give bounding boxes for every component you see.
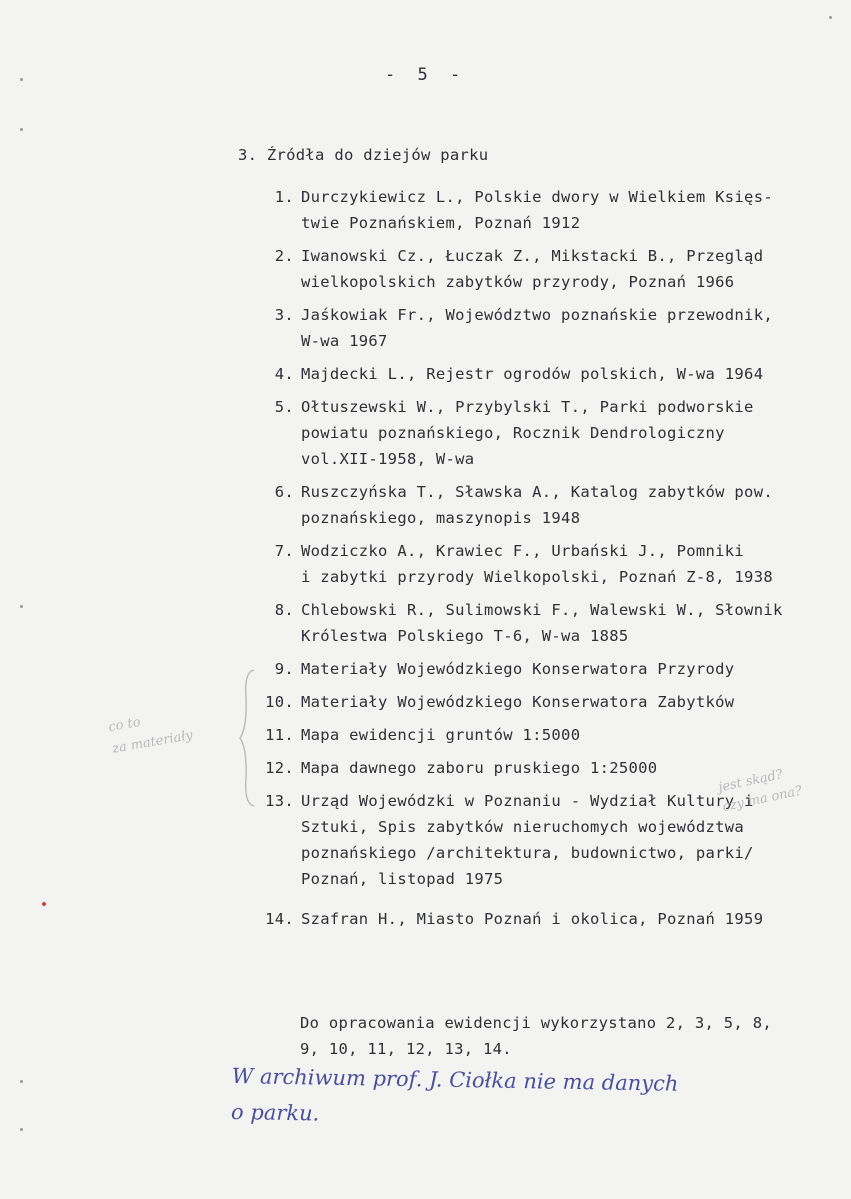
pencil-margin-note: jest skąd? czy ma ona? — [717, 767, 804, 816]
list-item-text: Jaśkowiak Fr., Województwo poznańskie przewodnik, W-wa 1967 — [301, 306, 773, 350]
punch-mark — [20, 128, 23, 131]
list-item-number: 8. — [274, 601, 294, 619]
list-item-number: 5. — [274, 398, 294, 416]
list-item — [258, 656, 828, 682]
list-item-text: Chlebowski R., Sulimowski F., Walewski W., Słownik Królestwa Polskiego T-6, W-wa 1885 — [301, 601, 783, 645]
handwritten-note: W archiwum prof. J. Ciołka nie ma danych o parku. — [230, 1063, 679, 1126]
list-item-text: Urząd Wojewódzki w Poznaniu - Wydział Kultury i Sztuki, Spis zabytków nieruchomych województwa poznańskiego /architektura, budownictwo, parki/ Poznań, listopad 1975 — [301, 792, 754, 888]
list-item — [258, 597, 828, 649]
list-item-text: Ruszczyńska T., Sławska A., Katalog zabytków pow. poznańskiego, maszynopis 1948 — [301, 483, 773, 527]
list-item — [258, 479, 828, 531]
punch-mark — [20, 605, 23, 608]
pencil-brace — [238, 668, 258, 808]
list-item-text: Mapa ewidencji gruntów 1:5000 — [301, 726, 581, 744]
pencil-margin-note: co to za materiały — [107, 714, 194, 757]
list-item-number: 13. — [265, 792, 294, 810]
list-item — [258, 361, 828, 387]
punch-mark — [20, 1128, 23, 1131]
list-item-text: Durczykiewicz L., Polskie dwory w Wielkiem Księs- twie Poznańskiem, Poznań 1912 — [301, 188, 773, 232]
punch-mark — [20, 78, 23, 81]
list-item — [258, 538, 828, 590]
list-item-text: Ołtuszewski W., Przybylski T., Parki podworskie powiatu poznańskiego, Rocznik Dendrologiczny vol.XII-1958, W-wa — [301, 398, 754, 468]
list-item — [258, 689, 828, 715]
section-heading: 3. Źródła do dziejów parku — [238, 146, 489, 164]
list-item — [258, 722, 828, 748]
list-item-number: 9. — [274, 660, 294, 678]
list-item-number: 3. — [274, 306, 294, 324]
footer-note: Do opracowania ewidencji wykorzystano 2, 3, 5, 8, 9, 10, 11, 12, 13, 14. — [300, 1014, 772, 1058]
list-item-number: 14. — [265, 910, 294, 928]
list-item-number: 2. — [274, 247, 294, 265]
list-item-number: 10. — [265, 693, 294, 711]
list-item-text: Materiały Wojewódzkiego Konserwatora Przyrody — [301, 660, 735, 678]
source-list — [258, 184, 828, 939]
list-item — [258, 394, 828, 472]
corner-mark — [829, 16, 832, 19]
list-item-number: 12. — [265, 759, 294, 777]
list-item-text: Mapa dawnego zaboru pruskiego 1:25000 — [301, 759, 658, 777]
list-item-text: Materiały Wojewódzkiego Konserwatora Zabytków — [301, 693, 735, 711]
red-ink-dot — [42, 902, 46, 906]
list-item — [258, 906, 828, 932]
list-item-text: Wodziczko A., Krawiec F., Urbański J., Pomniki i zabytki przyrody Wielkopolski, Poznań Z-8, 1938 — [301, 542, 773, 586]
list-item-text: Iwanowski Cz., Łuczak Z., Mikstacki B., Przegląd wielkopolskich zabytków przyrody, Poznań 1966 — [301, 247, 764, 291]
list-item — [258, 243, 828, 295]
list-item-number: 1. — [274, 188, 294, 206]
list-item-number: 11. — [265, 726, 294, 744]
list-item-number: 6. — [274, 483, 294, 501]
list-item-text: Majdecki L., Rejestr ogrodów polskich, W-wa 1964 — [301, 365, 764, 383]
list-item-number: 7. — [274, 542, 294, 560]
list-item — [258, 302, 828, 354]
page-number: - 5 - — [385, 65, 467, 85]
list-item-number: 4. — [274, 365, 294, 383]
list-item-text: Szafran H., Miasto Poznań i okolica, Poznań 1959 — [301, 910, 764, 928]
list-item — [258, 184, 828, 236]
punch-mark — [20, 1080, 23, 1083]
